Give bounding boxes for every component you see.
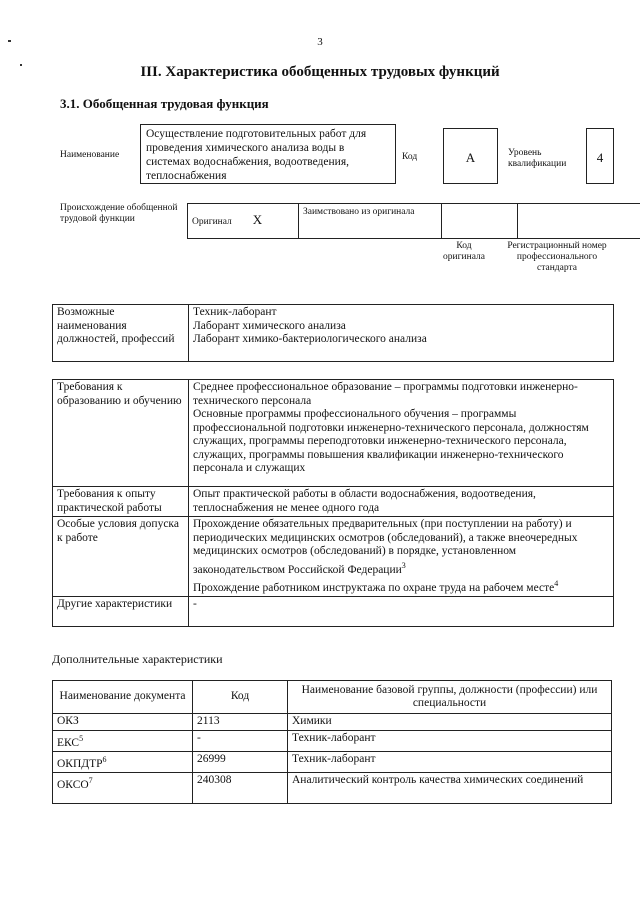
code-value: А: [465, 150, 476, 165]
footnote-ref: 4: [554, 578, 559, 588]
other-value: -: [189, 597, 614, 627]
origin-table: [187, 203, 640, 239]
positions-label: Возможные наименования должностей, профессий: [53, 305, 189, 362]
subsection-title: 3.1. Обобщенная трудовая функция: [60, 96, 269, 111]
original-cell: [188, 204, 299, 239]
level-label: Уровень квалификации: [508, 148, 567, 169]
function-name: Осуществление подготовительных работ для проведения химического анализа воды в системах водоснабжения, водоотведения, теплоснабжения: [146, 128, 367, 182]
code-original-cell: [442, 204, 518, 239]
position-line: Лаборант химического анализа: [193, 319, 346, 332]
education-value: [189, 380, 614, 487]
additional-title: Дополнительные характеристики: [52, 652, 223, 666]
footnote-ref: 5: [79, 733, 84, 743]
reg-number-cell: [518, 204, 640, 239]
header-code: Код: [193, 681, 288, 714]
code-label: Код: [402, 152, 418, 162]
reg-number-caption: Регистрационный номер профессионального стандарта: [507, 241, 607, 273]
level-value: 4: [596, 150, 604, 165]
education-label: Требования к образованию и обучению: [53, 380, 189, 487]
doc-name: ОКЗ: [57, 715, 79, 727]
name-label: Наименование: [60, 150, 120, 160]
footnote-ref: 6: [102, 754, 107, 764]
experience-value: Опыт практической работы в области водоснабжения, водоотведения, теплоснабжения не менее одного года: [189, 487, 614, 517]
borrowed-label: Заимствовано из оригинала: [303, 207, 415, 217]
row-name: Техник-лаборант: [288, 730, 612, 751]
row-name: Аналитический контроль качества химических соединений: [288, 773, 612, 804]
conditions-p2: [193, 577, 609, 595]
positions-table: [52, 304, 614, 362]
level-box: [586, 128, 614, 184]
row-name: Техник-лаборант: [288, 751, 612, 772]
original-mark: Х: [252, 212, 263, 228]
code-original-caption: Код оригинала: [443, 241, 485, 262]
education-p2: Основные программы профессионального обучения – программы профессиональной подготовки инженерно-технического персонала, должностям служащих, программы переподготовки инженерно-технического персонала, служащих, программы повышения квалификации инженерно-технического персонала и служащих: [193, 408, 589, 474]
other-label: Другие характеристики: [53, 597, 189, 627]
education-p1: Среднее профессиональное образование – программы подготовки инженерно-технического персонала: [193, 381, 578, 407]
row-doc: [53, 751, 193, 772]
additional-table: [52, 680, 612, 804]
conditions-value: [189, 517, 614, 597]
row-code: 2113: [193, 714, 288, 731]
code-box: [443, 128, 498, 184]
row-code: 26999: [193, 751, 288, 772]
row-doc: [53, 714, 193, 731]
row-code: 240308: [193, 773, 288, 804]
footnote-ref: 3: [401, 560, 406, 570]
conditions-p2-text: Прохождение работником инструктажа по охране труда на рабочем месте: [193, 581, 555, 594]
conditions-p1: [193, 518, 609, 577]
section-title: III. Характеристика обобщенных трудовых функций: [140, 64, 500, 80]
header-name: Наименование базовой группы, должности (профессии) или специальности: [288, 681, 612, 714]
conditions-p1-text: Прохождение обязательных предварительных (при поступлении на работу) и периодических медицинских осмотров (обследований), а также внеочередных медицинских осмотров (обследований) в порядке, установленном законодательством Российской Федерации: [193, 518, 578, 576]
row-code: -: [193, 730, 288, 751]
row-name: Химики: [288, 714, 612, 731]
page-number: 3: [317, 36, 323, 48]
doc-name: ОКСО: [57, 778, 89, 791]
requirements-table: [52, 379, 614, 627]
experience-label: Требования к опыту практической работы: [53, 487, 189, 517]
positions-values: [189, 305, 614, 362]
origin-label: Происхождение обобщенной трудовой функции: [60, 203, 178, 224]
original-label: Оригинал: [192, 217, 232, 228]
row-doc: [53, 730, 193, 751]
position-line: Техник-лаборант: [193, 306, 277, 318]
doc-name: ОКПДТР: [57, 757, 103, 770]
position-line: Лаборант химико-бактериологического анализа: [193, 333, 427, 345]
borrowed-cell: [299, 204, 442, 239]
footnote-ref: 7: [88, 776, 93, 786]
conditions-label: Особые условия допуска к работе: [53, 517, 189, 597]
header-document: Наименование документа: [53, 681, 193, 714]
row-doc: [53, 773, 193, 804]
function-name-box: [140, 124, 396, 184]
doc-name: ЕКС: [57, 736, 80, 749]
